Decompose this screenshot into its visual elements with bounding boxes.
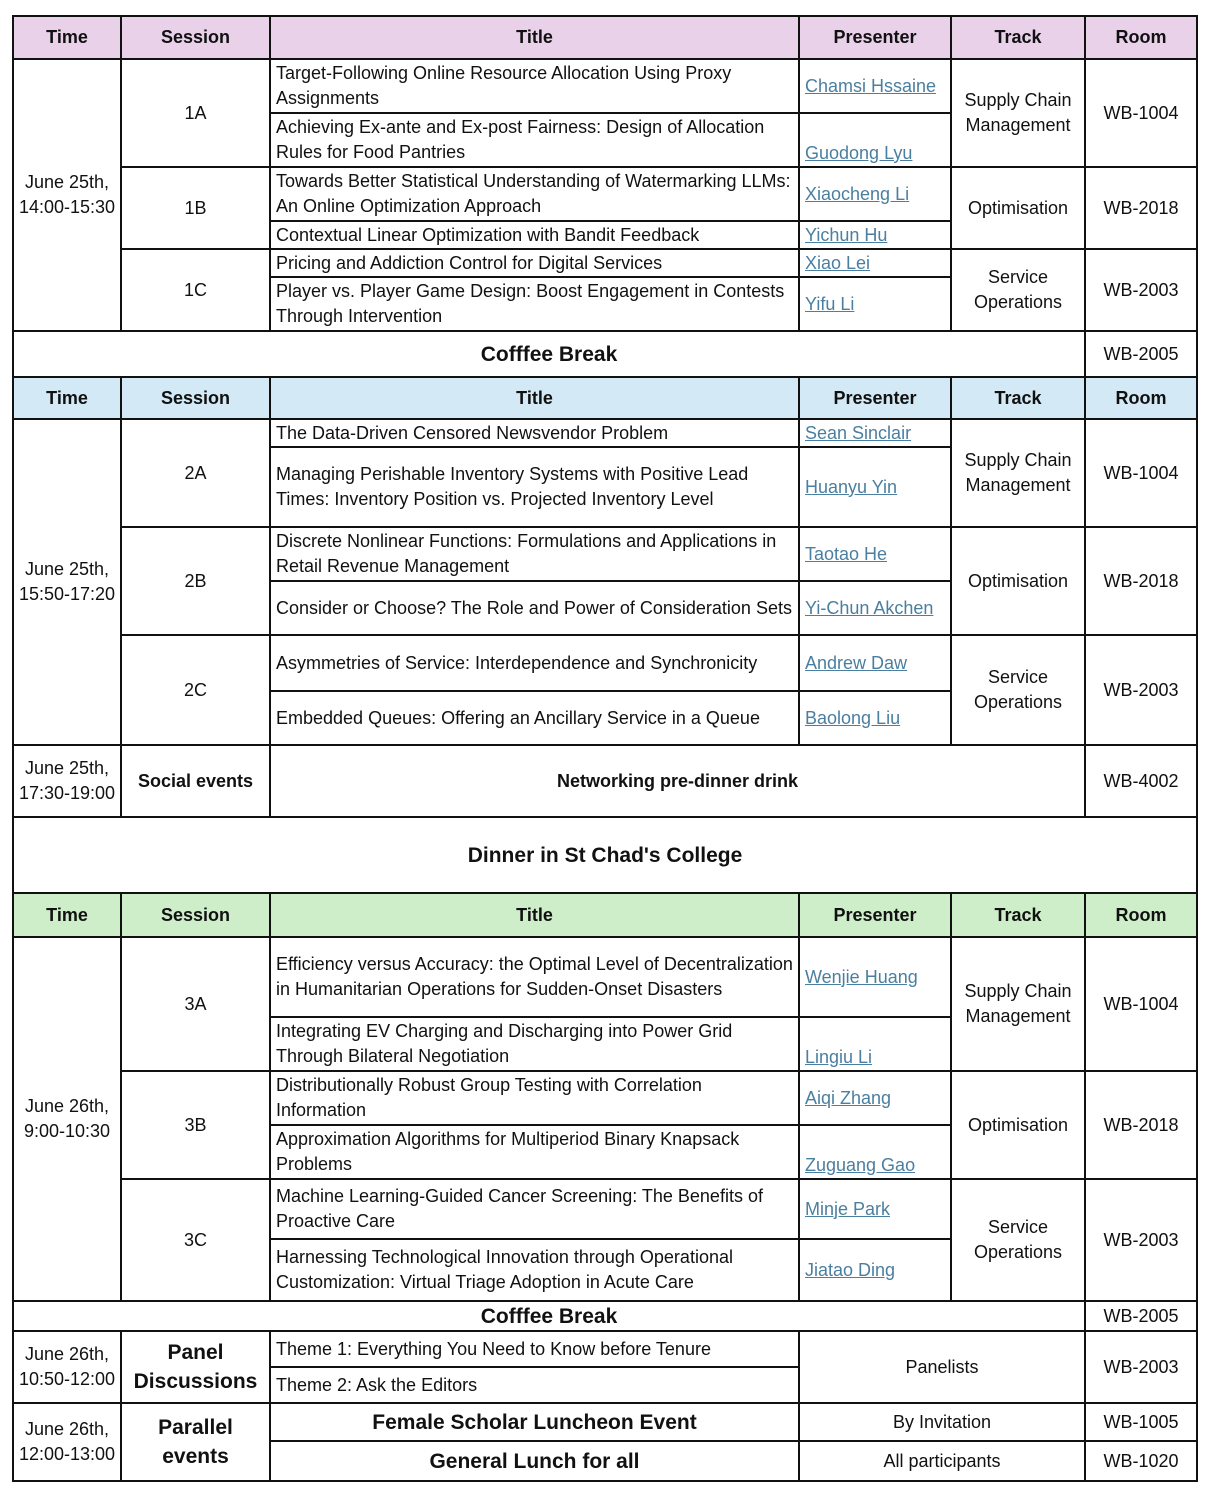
time-header: Time — [13, 16, 121, 59]
session-id: 2B — [121, 527, 270, 635]
track-header: Track — [951, 893, 1085, 937]
time-slot: June 25th, 14:00-15:30 — [13, 59, 121, 331]
parallel-row — [13, 1403, 1197, 1441]
coffee-break-row — [13, 331, 1197, 377]
title-header: Title — [270, 377, 799, 419]
talk-row — [13, 419, 1197, 447]
track: Optimisation — [951, 527, 1085, 635]
schedule-table — [12, 15, 1198, 1482]
title-header: Title — [270, 893, 799, 937]
presenter-link[interactable]: Taotao He — [799, 527, 951, 581]
social-event: Networking pre-dinner drink — [270, 745, 1085, 817]
room: WB-1005 — [1085, 1403, 1197, 1441]
room: WB-2003 — [1085, 1331, 1197, 1403]
session-id: 2A — [121, 419, 270, 527]
session-id: Parallel events — [121, 1403, 270, 1481]
track: Optimisation — [951, 1071, 1085, 1179]
event-audience: By Invitation — [799, 1403, 1085, 1441]
session-id: 2C — [121, 635, 270, 745]
session-id: 3A — [121, 937, 270, 1071]
room: WB-1004 — [1085, 937, 1197, 1071]
coffee-break-label: Cofffee Break — [13, 331, 1085, 377]
presenter-link[interactable]: Sean Sinclair — [799, 419, 951, 447]
coffee-break-label: Cofffee Break — [13, 1301, 1085, 1331]
presenter-header: Presenter — [799, 893, 951, 937]
talk-row — [13, 937, 1197, 1017]
talk-title: Target-Following Online Resource Allocation Using Proxy Assignments — [270, 59, 799, 113]
presenter-link[interactable]: Lingiu Li — [799, 1017, 951, 1071]
time-header: Time — [13, 893, 121, 937]
room: WB-1004 — [1085, 419, 1197, 527]
panel-theme: Theme 2: Ask the Editors — [270, 1367, 799, 1403]
talk-title: Player vs. Player Game Design: Boost Engagement in Contests Through Intervention — [270, 277, 799, 331]
talk-title: Asymmetries of Service: Interdependence and Synchronicity — [270, 635, 799, 691]
talk-title: Achieving Ex-ante and Ex-post Fairness: Design of Allocation Rules for Food Pantries — [270, 113, 799, 167]
presenter-link[interactable]: Xiaocheng Li — [799, 167, 951, 221]
talk-title: Harnessing Technological Innovation through Operational Customization: Virtual Triage Adoption in Acute Care — [270, 1239, 799, 1301]
track: Supply Chain Management — [951, 59, 1085, 167]
talk-row — [13, 635, 1197, 691]
talk-title: Consider or Choose? The Role and Power of Consideration Sets — [270, 581, 799, 635]
title-header: Title — [270, 16, 799, 59]
parallel-event: Female Scholar Luncheon Event — [270, 1403, 799, 1441]
presenter-link[interactable]: Aiqi Zhang — [799, 1071, 951, 1125]
talk-row — [13, 167, 1197, 221]
room-header: Room — [1085, 893, 1197, 937]
talk-title: The Data-Driven Censored Newsvendor Problem — [270, 419, 799, 447]
session-header: Session — [121, 377, 270, 419]
presenter-link[interactable]: Chamsi Hssaine — [799, 59, 951, 113]
session-id: 3B — [121, 1071, 270, 1179]
presenter-link[interactable]: Baolong Liu — [799, 691, 951, 745]
time-slot: June 26th, 12:00-13:00 — [13, 1403, 121, 1481]
session-id: 3C — [121, 1179, 270, 1301]
panel-theme: Theme 1: Everything You Need to Know before Tenure — [270, 1331, 799, 1367]
dinner-label: Dinner in St Chad's College — [13, 817, 1197, 893]
room: WB-1004 — [1085, 59, 1197, 167]
session-header: Session — [121, 893, 270, 937]
room: WB-2005 — [1085, 331, 1197, 377]
header-row — [13, 377, 1197, 419]
presenter-link[interactable]: Wenjie Huang — [799, 937, 951, 1017]
track-header: Track — [951, 377, 1085, 419]
room: WB-2018 — [1085, 167, 1197, 249]
presenter-link[interactable]: Jiatao Ding — [799, 1239, 951, 1301]
time-header: Time — [13, 377, 121, 419]
presenter-link[interactable]: Yi-Chun Akchen — [799, 581, 951, 635]
time-slot: June 26th, 10:50-12:00 — [13, 1331, 121, 1403]
panel-presenters: Panelists — [799, 1331, 1085, 1403]
talk-title: Approximation Algorithms for Multiperiod Binary Knapsack Problems — [270, 1125, 799, 1179]
track: Service Operations — [951, 635, 1085, 745]
room: WB-2003 — [1085, 1179, 1197, 1301]
presenter-link[interactable]: Zuguang Gao — [799, 1125, 951, 1179]
session-header: Session — [121, 16, 270, 59]
room-header: Room — [1085, 377, 1197, 419]
session-id: Social events — [121, 745, 270, 817]
header-row — [13, 893, 1197, 937]
talk-title: Machine Learning-Guided Cancer Screening: The Benefits of Proactive Care — [270, 1179, 799, 1239]
presenter-link[interactable]: Guodong Lyu — [799, 113, 951, 167]
session-id: 1C — [121, 249, 270, 331]
presenter-link[interactable]: Huanyu Yin — [799, 447, 951, 527]
talk-row — [13, 249, 1197, 277]
talk-title: Discrete Nonlinear Functions: Formulations and Applications in Retail Revenue Management — [270, 527, 799, 581]
presenter-link[interactable]: Yifu Li — [799, 277, 951, 331]
room: WB-2003 — [1085, 249, 1197, 331]
presenter-header: Presenter — [799, 377, 951, 419]
event-audience: All participants — [799, 1441, 1085, 1481]
talk-row — [13, 1071, 1197, 1125]
time-slot: June 26th, 9:00-10:30 — [13, 937, 121, 1301]
room: WB-2018 — [1085, 527, 1197, 635]
track: Service Operations — [951, 249, 1085, 331]
presenter-link[interactable]: Yichun Hu — [799, 221, 951, 249]
talk-title: Distributionally Robust Group Testing with Correlation Information — [270, 1071, 799, 1125]
coffee-break-row — [13, 1301, 1197, 1331]
talk-row — [13, 1179, 1197, 1239]
talk-title: Towards Better Statistical Understanding of Watermarking LLMs: An Online Optimization Approach — [270, 167, 799, 221]
session-id: 1A — [121, 59, 270, 167]
track: Supply Chain Management — [951, 937, 1085, 1071]
talk-title: Pricing and Addiction Control for Digital Services — [270, 249, 799, 277]
session-id: 1B — [121, 167, 270, 249]
talk-title: Integrating EV Charging and Discharging into Power Grid Through Bilateral Negotiation — [270, 1017, 799, 1071]
presenter-header: Presenter — [799, 16, 951, 59]
room: WB-1020 — [1085, 1441, 1197, 1481]
room: WB-4002 — [1085, 745, 1197, 817]
time-slot: June 25th, 17:30-19:00 — [13, 745, 121, 817]
room: WB-2005 — [1085, 1301, 1197, 1331]
presenter-link[interactable]: Xiao Lei — [799, 249, 951, 277]
presenter-link[interactable]: Minje Park — [799, 1179, 951, 1239]
presenter-link[interactable]: Andrew Daw — [799, 635, 951, 691]
talk-title: Efficiency versus Accuracy: the Optimal Level of Decentralization in Humanitarian Operations for Sudden-Onset Disasters — [270, 937, 799, 1017]
talk-title: Embedded Queues: Offering an Ancillary Service in a Queue — [270, 691, 799, 745]
header-row — [13, 16, 1197, 59]
room: WB-2003 — [1085, 635, 1197, 745]
talk-row — [13, 527, 1197, 581]
time-slot: June 25th, 15:50-17:20 — [13, 419, 121, 745]
social-row — [13, 745, 1197, 817]
room-header: Room — [1085, 16, 1197, 59]
track-header: Track — [951, 16, 1085, 59]
dinner-row — [13, 817, 1197, 893]
talk-title: Contextual Linear Optimization with Bandit Feedback — [270, 221, 799, 249]
talk-row — [13, 59, 1197, 113]
track: Supply Chain Management — [951, 419, 1085, 527]
track: Optimisation — [951, 167, 1085, 249]
track: Service Operations — [951, 1179, 1085, 1301]
parallel-event: General Lunch for all — [270, 1441, 799, 1481]
session-id: Panel Discussions — [121, 1331, 270, 1403]
room: WB-2018 — [1085, 1071, 1197, 1179]
talk-title: Managing Perishable Inventory Systems with Positive Lead Times: Inventory Position vs. Projected Inventory Level — [270, 447, 799, 527]
panel-row — [13, 1331, 1197, 1367]
